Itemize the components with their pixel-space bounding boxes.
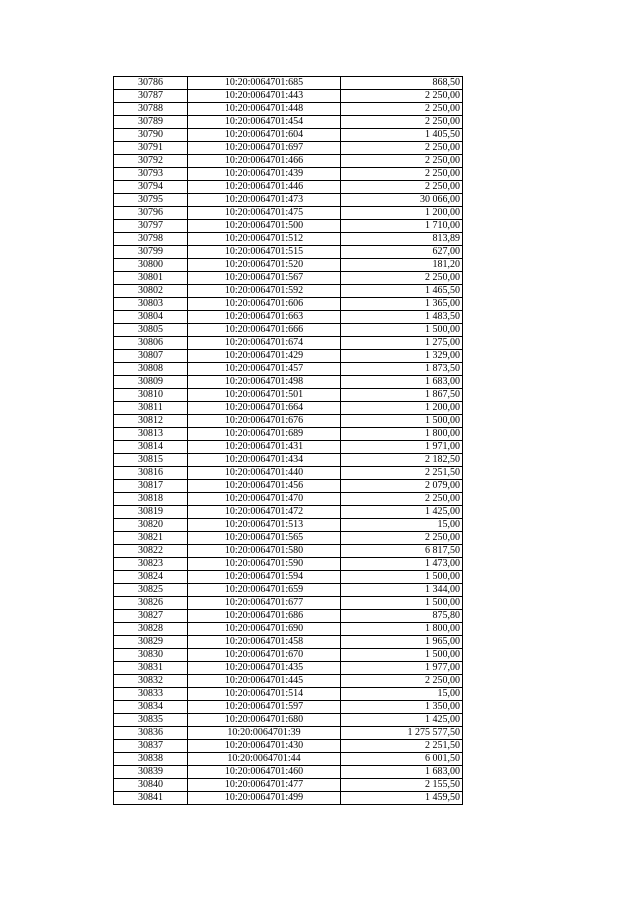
row-number-cell: 30800 <box>114 259 188 272</box>
table-row <box>114 480 463 493</box>
cadastral-number-cell: 10:20:0064701:512 <box>188 233 341 246</box>
table-row <box>114 272 463 285</box>
table-row <box>114 337 463 350</box>
cadastral-number-cell: 10:20:0064701:466 <box>188 155 341 168</box>
row-number-cell: 30837 <box>114 740 188 753</box>
table-row <box>114 571 463 584</box>
table-row <box>114 467 463 480</box>
row-number-cell: 30790 <box>114 129 188 142</box>
table-row <box>114 363 463 376</box>
row-number-cell: 30798 <box>114 233 188 246</box>
amount-cell: 1 867,50 <box>341 389 463 402</box>
cadastral-number-cell: 10:20:0064701:470 <box>188 493 341 506</box>
table-row <box>114 558 463 571</box>
row-number-cell: 30816 <box>114 467 188 480</box>
amount-cell: 2 250,00 <box>341 155 463 168</box>
cadastral-number-cell: 10:20:0064701:664 <box>188 402 341 415</box>
cadastral-number-cell: 10:20:0064701:456 <box>188 480 341 493</box>
table-row <box>114 116 463 129</box>
cadastral-number-cell: 10:20:0064701:435 <box>188 662 341 675</box>
row-number-cell: 30812 <box>114 415 188 428</box>
row-number-cell: 30799 <box>114 246 188 259</box>
amount-cell: 1 459,50 <box>341 792 463 805</box>
row-number-cell: 30814 <box>114 441 188 454</box>
row-number-cell: 30831 <box>114 662 188 675</box>
amount-cell: 1 965,00 <box>341 636 463 649</box>
table-row <box>114 766 463 779</box>
amount-cell: 1 275 577,50 <box>341 727 463 740</box>
cadastral-number-cell: 10:20:0064701:454 <box>188 116 341 129</box>
cadastral-number-cell: 10:20:0064701:677 <box>188 597 341 610</box>
amount-cell: 1 800,00 <box>341 623 463 636</box>
amount-cell: 868,50 <box>341 77 463 90</box>
row-number-cell: 30825 <box>114 584 188 597</box>
cadastral-number-cell: 10:20:0064701:580 <box>188 545 341 558</box>
amount-cell: 1 483,50 <box>341 311 463 324</box>
table-row <box>114 454 463 467</box>
table-row <box>114 779 463 792</box>
table-row <box>114 90 463 103</box>
amount-cell: 2 250,00 <box>341 272 463 285</box>
cadastral-number-cell: 10:20:0064701:500 <box>188 220 341 233</box>
amount-cell: 2 079,00 <box>341 480 463 493</box>
table-row <box>114 610 463 623</box>
table-row <box>114 389 463 402</box>
table-row <box>114 532 463 545</box>
cadastral-number-cell: 10:20:0064701:676 <box>188 415 341 428</box>
row-number-cell: 30793 <box>114 168 188 181</box>
cadastral-number-cell: 10:20:0064701:659 <box>188 584 341 597</box>
cadastral-number-cell: 10:20:0064701:690 <box>188 623 341 636</box>
table-row <box>114 727 463 740</box>
table-body <box>114 77 463 805</box>
cadastral-number-cell: 10:20:0064701:39 <box>188 727 341 740</box>
row-number-cell: 30828 <box>114 623 188 636</box>
cadastral-number-cell: 10:20:0064701:443 <box>188 90 341 103</box>
row-number-cell: 30830 <box>114 649 188 662</box>
row-number-cell: 30808 <box>114 363 188 376</box>
row-number-cell: 30805 <box>114 324 188 337</box>
amount-cell: 6 001,50 <box>341 753 463 766</box>
cadastral-number-cell: 10:20:0064701:567 <box>188 272 341 285</box>
amount-cell: 181,20 <box>341 259 463 272</box>
table-row <box>114 441 463 454</box>
row-number-cell: 30811 <box>114 402 188 415</box>
cadastral-number-cell: 10:20:0064701:477 <box>188 779 341 792</box>
row-number-cell: 30839 <box>114 766 188 779</box>
amount-cell: 2 155,50 <box>341 779 463 792</box>
row-number-cell: 30821 <box>114 532 188 545</box>
row-number-cell: 30840 <box>114 779 188 792</box>
cadastral-number-cell: 10:20:0064701:685 <box>188 77 341 90</box>
amount-cell: 2 250,00 <box>341 90 463 103</box>
amount-cell: 1 500,00 <box>341 649 463 662</box>
row-number-cell: 30827 <box>114 610 188 623</box>
cadastral-number-cell: 10:20:0064701:604 <box>188 129 341 142</box>
amount-cell: 1 710,00 <box>341 220 463 233</box>
amount-cell: 1 500,00 <box>341 324 463 337</box>
amount-cell: 1 683,00 <box>341 376 463 389</box>
row-number-cell: 30818 <box>114 493 188 506</box>
cadastral-number-cell: 10:20:0064701:498 <box>188 376 341 389</box>
table-row <box>114 129 463 142</box>
row-number-cell: 30804 <box>114 311 188 324</box>
amount-cell: 1 500,00 <box>341 415 463 428</box>
cadastral-number-cell: 10:20:0064701:606 <box>188 298 341 311</box>
amount-cell: 1 465,50 <box>341 285 463 298</box>
table-row <box>114 662 463 675</box>
table-row <box>114 597 463 610</box>
amount-cell: 6 817,50 <box>341 545 463 558</box>
table-row <box>114 623 463 636</box>
cadastral-number-cell: 10:20:0064701:670 <box>188 649 341 662</box>
amount-cell: 627,00 <box>341 246 463 259</box>
table-row <box>114 740 463 753</box>
amount-cell: 30 066,00 <box>341 194 463 207</box>
amount-cell: 2 250,00 <box>341 168 463 181</box>
table-row <box>114 402 463 415</box>
table-row <box>114 376 463 389</box>
amount-cell: 2 250,00 <box>341 493 463 506</box>
row-number-cell: 30824 <box>114 571 188 584</box>
table-row <box>114 545 463 558</box>
cadastral-number-cell: 10:20:0064701:499 <box>188 792 341 805</box>
table-row <box>114 142 463 155</box>
table-row <box>114 792 463 805</box>
amount-cell: 1 365,00 <box>341 298 463 311</box>
cadastral-number-cell: 10:20:0064701:513 <box>188 519 341 532</box>
row-number-cell: 30809 <box>114 376 188 389</box>
cadastral-number-cell: 10:20:0064701:501 <box>188 389 341 402</box>
row-number-cell: 30788 <box>114 103 188 116</box>
row-number-cell: 30794 <box>114 181 188 194</box>
data-table <box>113 76 463 805</box>
table-row <box>114 701 463 714</box>
table-row <box>114 753 463 766</box>
row-number-cell: 30813 <box>114 428 188 441</box>
cadastral-number-cell: 10:20:0064701:686 <box>188 610 341 623</box>
cadastral-number-cell: 10:20:0064701:434 <box>188 454 341 467</box>
amount-cell: 1 500,00 <box>341 571 463 584</box>
cadastral-number-cell: 10:20:0064701:440 <box>188 467 341 480</box>
cadastral-number-cell: 10:20:0064701:430 <box>188 740 341 753</box>
row-number-cell: 30792 <box>114 155 188 168</box>
row-number-cell: 30797 <box>114 220 188 233</box>
row-number-cell: 30810 <box>114 389 188 402</box>
cadastral-number-cell: 10:20:0064701:460 <box>188 766 341 779</box>
table-row <box>114 207 463 220</box>
amount-cell: 1 971,00 <box>341 441 463 454</box>
row-number-cell: 30822 <box>114 545 188 558</box>
row-number-cell: 30826 <box>114 597 188 610</box>
row-number-cell: 30841 <box>114 792 188 805</box>
amount-cell: 1 275,00 <box>341 337 463 350</box>
cadastral-number-cell: 10:20:0064701:431 <box>188 441 341 454</box>
amount-cell: 2 251,50 <box>341 740 463 753</box>
cadastral-number-cell: 10:20:0064701:680 <box>188 714 341 727</box>
cadastral-number-cell: 10:20:0064701:446 <box>188 181 341 194</box>
amount-cell: 1 405,50 <box>341 129 463 142</box>
cadastral-number-cell: 10:20:0064701:44 <box>188 753 341 766</box>
cadastral-number-cell: 10:20:0064701:429 <box>188 350 341 363</box>
row-number-cell: 30802 <box>114 285 188 298</box>
row-number-cell: 30791 <box>114 142 188 155</box>
row-number-cell: 30786 <box>114 77 188 90</box>
cadastral-number-cell: 10:20:0064701:666 <box>188 324 341 337</box>
row-number-cell: 30795 <box>114 194 188 207</box>
cadastral-number-cell: 10:20:0064701:565 <box>188 532 341 545</box>
row-number-cell: 30817 <box>114 480 188 493</box>
amount-cell: 1 200,00 <box>341 402 463 415</box>
table-row <box>114 506 463 519</box>
row-number-cell: 30819 <box>114 506 188 519</box>
row-number-cell: 30803 <box>114 298 188 311</box>
cadastral-number-cell: 10:20:0064701:514 <box>188 688 341 701</box>
row-number-cell: 30836 <box>114 727 188 740</box>
row-number-cell: 30838 <box>114 753 188 766</box>
row-number-cell: 30815 <box>114 454 188 467</box>
amount-cell: 1 873,50 <box>341 363 463 376</box>
cadastral-number-cell: 10:20:0064701:520 <box>188 259 341 272</box>
table-row <box>114 324 463 337</box>
amount-cell: 1 800,00 <box>341 428 463 441</box>
table-row <box>114 428 463 441</box>
amount-cell: 2 250,00 <box>341 675 463 688</box>
amount-cell: 875,80 <box>341 610 463 623</box>
table-row <box>114 311 463 324</box>
table-row <box>114 636 463 649</box>
amount-cell: 15,00 <box>341 519 463 532</box>
amount-cell: 1 473,00 <box>341 558 463 571</box>
table-row <box>114 194 463 207</box>
table-row <box>114 103 463 116</box>
amount-cell: 1 344,00 <box>341 584 463 597</box>
cadastral-number-cell: 10:20:0064701:689 <box>188 428 341 441</box>
cadastral-number-cell: 10:20:0064701:697 <box>188 142 341 155</box>
amount-cell: 1 200,00 <box>341 207 463 220</box>
table-row <box>114 181 463 194</box>
table-row <box>114 714 463 727</box>
cadastral-number-cell: 10:20:0064701:663 <box>188 311 341 324</box>
cadastral-number-cell: 10:20:0064701:458 <box>188 636 341 649</box>
row-number-cell: 30789 <box>114 116 188 129</box>
amount-cell: 2 182,50 <box>341 454 463 467</box>
amount-cell: 1 683,00 <box>341 766 463 779</box>
cadastral-number-cell: 10:20:0064701:439 <box>188 168 341 181</box>
row-number-cell: 30806 <box>114 337 188 350</box>
table-row <box>114 649 463 662</box>
table-row <box>114 77 463 90</box>
table-row <box>114 519 463 532</box>
row-number-cell: 30834 <box>114 701 188 714</box>
cadastral-number-cell: 10:20:0064701:515 <box>188 246 341 259</box>
table-row <box>114 584 463 597</box>
amount-cell: 2 250,00 <box>341 103 463 116</box>
amount-cell: 2 251,50 <box>341 467 463 480</box>
amount-cell: 2 250,00 <box>341 116 463 129</box>
table-row <box>114 220 463 233</box>
table-row <box>114 688 463 701</box>
table-row <box>114 298 463 311</box>
amount-cell: 813,89 <box>341 233 463 246</box>
cadastral-number-cell: 10:20:0064701:473 <box>188 194 341 207</box>
row-number-cell: 30801 <box>114 272 188 285</box>
amount-cell: 2 250,00 <box>341 532 463 545</box>
amount-cell: 1 350,00 <box>341 701 463 714</box>
table-row <box>114 285 463 298</box>
cadastral-number-cell: 10:20:0064701:592 <box>188 285 341 298</box>
cadastral-number-cell: 10:20:0064701:674 <box>188 337 341 350</box>
cadastral-number-cell: 10:20:0064701:448 <box>188 103 341 116</box>
amount-cell: 1 425,00 <box>341 506 463 519</box>
cadastral-number-cell: 10:20:0064701:457 <box>188 363 341 376</box>
cadastral-number-cell: 10:20:0064701:597 <box>188 701 341 714</box>
table-row <box>114 350 463 363</box>
cadastral-number-cell: 10:20:0064701:445 <box>188 675 341 688</box>
amount-cell: 1 425,00 <box>341 714 463 727</box>
row-number-cell: 30787 <box>114 90 188 103</box>
amount-cell: 2 250,00 <box>341 142 463 155</box>
cadastral-number-cell: 10:20:0064701:594 <box>188 571 341 584</box>
amount-cell: 1 329,00 <box>341 350 463 363</box>
table-row <box>114 168 463 181</box>
amount-cell: 2 250,00 <box>341 181 463 194</box>
table-row <box>114 675 463 688</box>
row-number-cell: 30820 <box>114 519 188 532</box>
row-number-cell: 30835 <box>114 714 188 727</box>
row-number-cell: 30796 <box>114 207 188 220</box>
amount-cell: 1 500,00 <box>341 597 463 610</box>
row-number-cell: 30807 <box>114 350 188 363</box>
amount-cell: 1 977,00 <box>341 662 463 675</box>
table-row <box>114 415 463 428</box>
amount-cell: 15,00 <box>341 688 463 701</box>
row-number-cell: 30832 <box>114 675 188 688</box>
row-number-cell: 30829 <box>114 636 188 649</box>
table-row <box>114 233 463 246</box>
table-row <box>114 155 463 168</box>
table-row <box>114 246 463 259</box>
row-number-cell: 30833 <box>114 688 188 701</box>
cadastral-number-cell: 10:20:0064701:472 <box>188 506 341 519</box>
table-row <box>114 259 463 272</box>
table-row <box>114 493 463 506</box>
cadastral-number-cell: 10:20:0064701:590 <box>188 558 341 571</box>
row-number-cell: 30823 <box>114 558 188 571</box>
cadastral-number-cell: 10:20:0064701:475 <box>188 207 341 220</box>
